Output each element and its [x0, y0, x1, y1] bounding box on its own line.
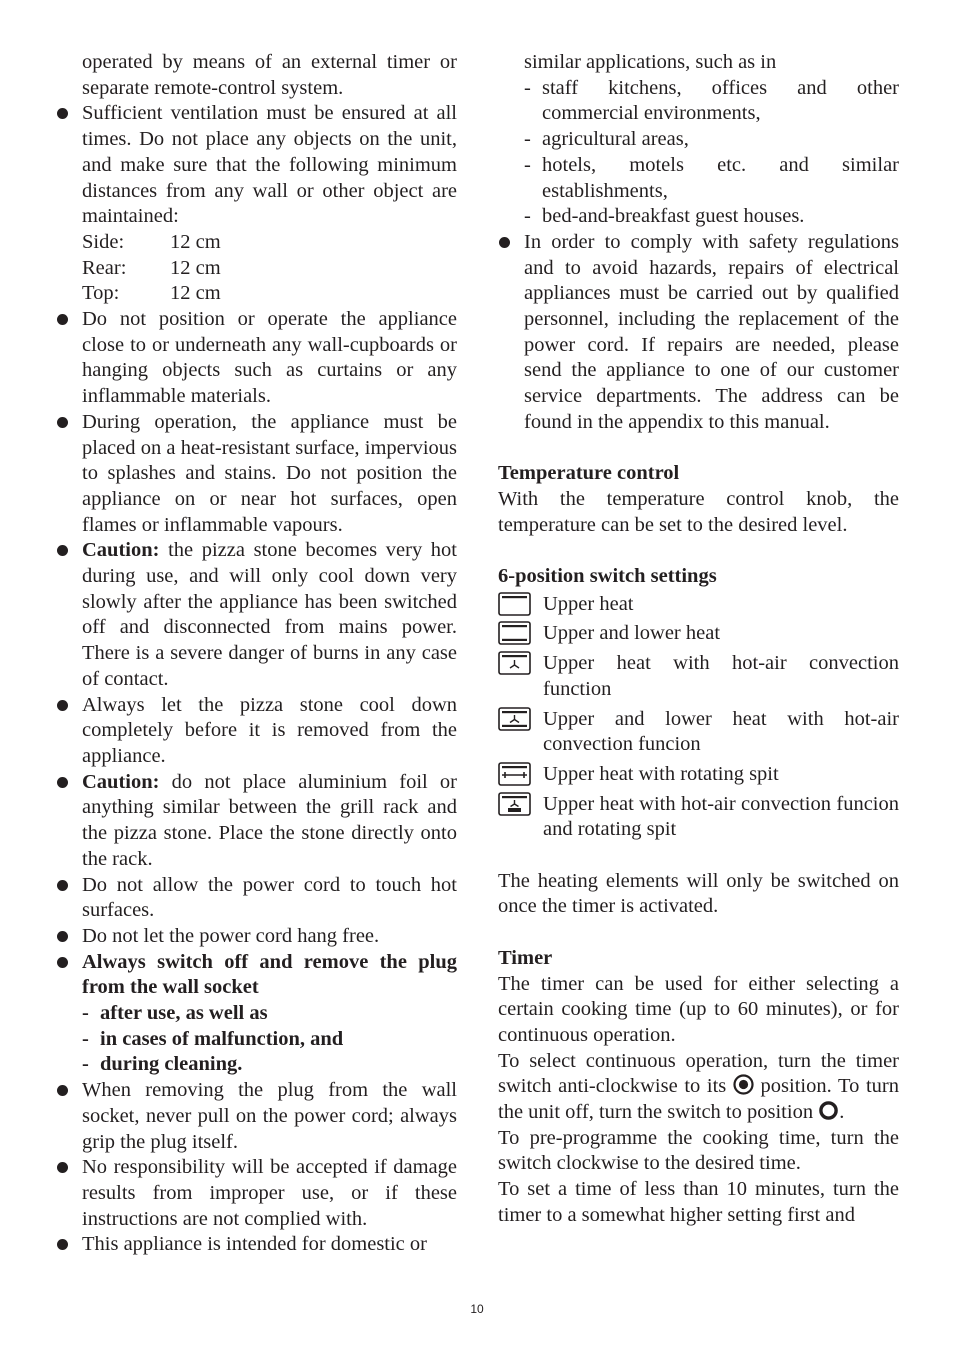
bullet-dot — [57, 314, 68, 325]
dash-mark: - — [524, 205, 531, 228]
temperature-heading: Temperature control — [498, 462, 680, 485]
caution-label: Caution: — [82, 770, 160, 793]
bullet-plug — [56, 1078, 457, 1155]
distance-row — [56, 281, 457, 307]
timer-text: position. To turn the unit off, turn the switch to position — [498, 1075, 900, 1124]
switch-off-item-text: in cases of malfunction, and — [100, 1027, 344, 1050]
dash-mark: - — [524, 153, 531, 176]
similar-text: similar applications, such as in — [524, 51, 777, 73]
dash-mark: - — [82, 1053, 89, 1076]
bullet-dot — [499, 237, 510, 248]
continuous-position-icon — [733, 1074, 754, 1095]
distance-row — [56, 230, 457, 256]
bullet-dot — [57, 545, 68, 556]
plug-text: When removing the plug from the wall socket, never pull on the power cord; always grip the plug itself. — [82, 1079, 457, 1153]
bullet-caution-foil — [56, 770, 457, 873]
bullet-caution-stone — [56, 538, 457, 692]
right-column — [498, 50, 899, 1229]
distance-row — [56, 256, 457, 282]
bullet-dot — [57, 417, 68, 428]
position-text: Do not position or operate the appliance close to or underneath any wall-cupboards or hanging objects such as curtains or any inflammable materials. — [82, 308, 457, 408]
upper-heat-convection-icon — [498, 651, 531, 675]
application-text: staff kitchens, offices and other commercial environments, — [542, 76, 899, 125]
repairs-text: In order to comply with safety regulations and to avoid hazards, repairs of electrical appliances must be carried out by qualified personnel, including the replacement of the power cord. If repairs are needed, please send the appliance to one of our customer service departments. The address can be found in the appendix to this manual. — [524, 230, 899, 433]
caution-text: the pizza stone becomes very hot during use, and will only cool down very slowly after the appliance has been switched off and disconnected from mains power. There is a severe danger of burns in any case of contact. — [82, 539, 457, 690]
setting-upper-heat — [498, 592, 899, 618]
cord-hot-text: Do not allow the power cord to touch hot surfaces. — [82, 873, 457, 922]
bullet-dot — [57, 957, 68, 968]
cool-down-text: Always let the pizza stone cool down completely before it is removed from the appliance. — [82, 693, 457, 767]
dash-mark: - — [82, 1002, 89, 1025]
setting-upper-lower-heat — [498, 621, 899, 647]
timer-heading: Timer — [498, 946, 553, 969]
bullet-surface — [56, 410, 457, 539]
application-text: bed-and-breakfast guest houses. — [542, 205, 805, 228]
domestic-text: This appliance is intended for domestic or — [82, 1233, 427, 1256]
setting-label: Upper heat — [543, 592, 634, 615]
setting-label: Upper heat with hot-air convection function — [543, 652, 899, 700]
bullet-dot — [57, 880, 68, 891]
application-text: hotels, motels etc. and similar establishments, — [542, 153, 899, 202]
application-text: agricultural areas, — [542, 128, 689, 151]
bullet-ventilation — [56, 101, 457, 230]
bullet-dot — [57, 1239, 68, 1250]
surface-text: During operation, the appliance must be placed on a heat-resistant surface, impervious to splashes and stains. Do not position the appliance on or near hot surfaces, open flames or inflammable vapours. — [82, 410, 457, 536]
upper-heat-spit-icon — [498, 762, 531, 786]
dash-mark: - — [524, 128, 531, 151]
application-item — [498, 153, 899, 204]
setting-label: Upper heat with rotating spit — [543, 762, 779, 785]
timer-continuous-paragraph — [498, 1049, 899, 1126]
switch-off-item-text: after use, as well as — [100, 1002, 268, 1025]
switch-off-item-text: during cleaning. — [100, 1053, 243, 1076]
setting-label: Upper and lower heat — [543, 622, 721, 645]
bullet-switch-off — [56, 950, 457, 1001]
bullet-dot — [57, 1162, 68, 1173]
bullet-cool-down — [56, 693, 457, 770]
bullet-dot — [57, 931, 68, 942]
bullet-position — [56, 307, 457, 410]
upper-lower-heat-icon — [498, 621, 531, 645]
setting-upper-convection — [498, 651, 899, 702]
bullet-cord-hot — [56, 873, 457, 924]
spacer — [498, 843, 899, 869]
application-item — [498, 204, 899, 230]
upper-lower-convection-icon — [498, 707, 531, 731]
bullet-dot — [57, 1085, 68, 1096]
bullet-repairs — [498, 230, 899, 436]
off-position-icon — [818, 1100, 839, 1121]
distance-label: Top: — [82, 282, 120, 305]
intro-text: operated by means of an external timer or separate remote-control system. — [82, 51, 457, 99]
cord-hang-text: Do not let the power cord hang free. — [82, 924, 380, 947]
bullet-responsibility — [56, 1155, 457, 1232]
bullet-dot — [57, 777, 68, 788]
setting-label: Upper heat with hot-air convection funcion and rotating spit — [543, 792, 899, 841]
switch-off-text: Always switch off and remove the plug from the wall socket — [82, 950, 457, 999]
dash-mark: - — [82, 1027, 89, 1050]
setting-upper-convection-spit — [498, 792, 899, 843]
distance-label: Rear: — [82, 256, 127, 279]
switch-settings-heading: 6-position switch settings — [498, 565, 717, 588]
caution-label: Caution: — [82, 539, 160, 562]
left-column — [56, 50, 457, 1258]
dash-mark: - — [524, 76, 531, 99]
distance-value: 12 cm — [170, 256, 221, 279]
application-item — [498, 76, 899, 127]
upper-convection-spit-icon — [498, 792, 531, 816]
timer-paragraph: To pre-programme the cooking time, turn the switch clockwise to the desired time. — [498, 1126, 899, 1175]
upper-heat-icon — [498, 592, 531, 616]
application-item — [498, 127, 899, 153]
bullet-domestic — [56, 1232, 457, 1258]
distance-value: 12 cm — [170, 230, 221, 253]
setting-upper-lower-convection — [498, 707, 899, 758]
setting-upper-spit — [498, 762, 899, 788]
bullet-dot — [57, 108, 68, 119]
bullet-dot — [57, 700, 68, 711]
responsibility-text: No responsibility will be accepted if damage results from improper use, or if these instructions are not complied with. — [82, 1156, 457, 1230]
timer-text: To select continuous operation, turn the timer switch anti-clockwise to its — [498, 1049, 899, 1098]
bullet-cord-hang — [56, 924, 457, 950]
timer-paragraph: The timer can be used for either selecting a certain cooking time (up to 60 minutes), or for continuous operation. — [498, 972, 899, 1046]
page-number: 10 — [470, 1302, 484, 1316]
temperature-text: With the temperature control knob, the temperature can be set to the desired level. — [498, 487, 899, 536]
ventilation-text: Sufficient ventilation must be ensured at all times. Do not place any objects on the unit, and make sure that the following minimum distances from any wall or other object are maintained: — [82, 102, 457, 228]
switch-off-item — [56, 1027, 457, 1053]
timer-text: . — [839, 1101, 845, 1124]
distance-value: 12 cm — [170, 282, 221, 305]
caution-text: do not place aluminium foil or anything similar between the grill rack and the pizza stone. Place the stone directly onto the rack. — [82, 770, 457, 870]
timer-paragraph: To set a time of less than 10 minutes, turn the timer to a somewhat higher setting first and — [498, 1178, 899, 1226]
switch-off-item — [56, 1001, 457, 1027]
distance-label: Side: — [82, 230, 125, 253]
switch-off-item — [56, 1052, 457, 1078]
setting-label: Upper and lower heat with hot-air convection funcion — [543, 707, 899, 756]
heating-note: The heating elements will only be switched on once the timer is activated. — [498, 869, 899, 918]
